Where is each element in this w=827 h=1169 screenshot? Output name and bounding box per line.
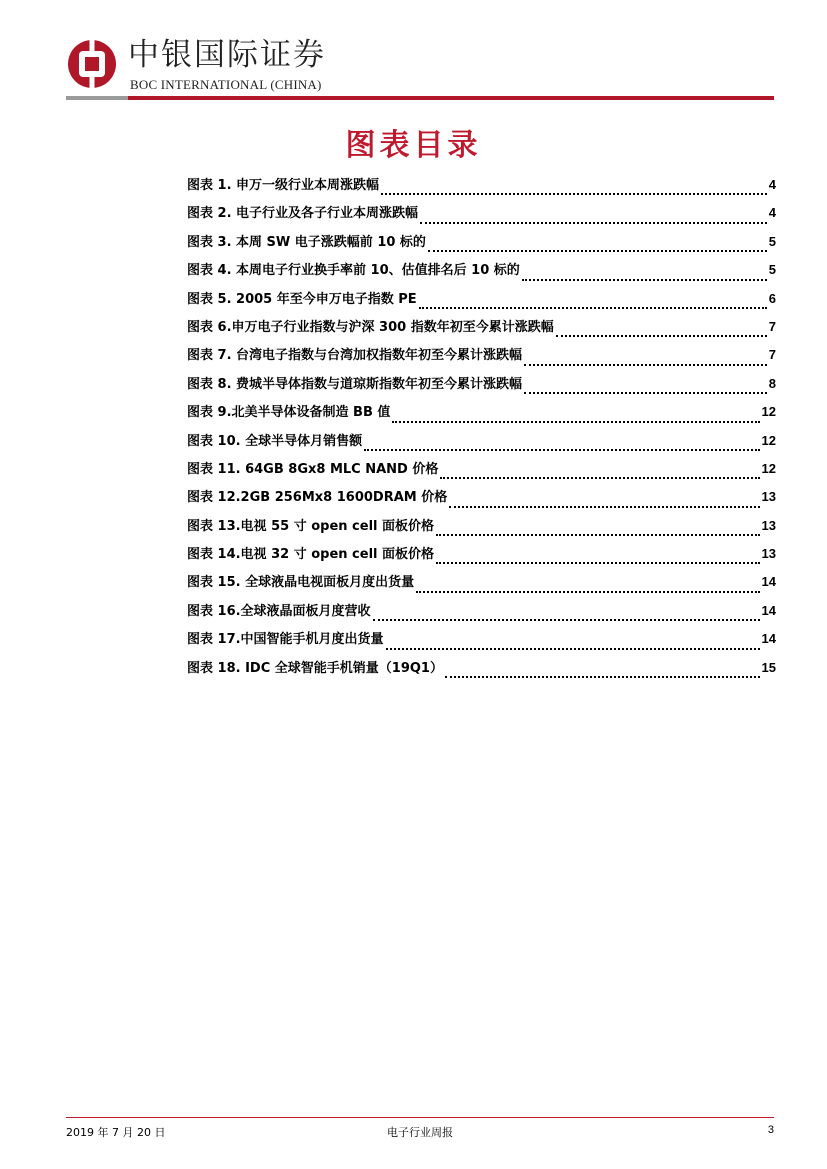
toc-entry[interactable] xyxy=(187,231,776,259)
toc-entry-page[interactable]: 5 xyxy=(768,233,776,249)
toc-entry-page[interactable]: 12 xyxy=(761,404,776,420)
toc-entry-label[interactable]: 图表 7. 台湾电子指数与台湾加权指数年初至今累计涨跌幅 xyxy=(187,348,523,364)
toc-dot-leader xyxy=(419,306,767,309)
toc-entry-page[interactable]: 14 xyxy=(761,602,776,618)
toc-entry[interactable] xyxy=(187,628,776,656)
toc-entry[interactable] xyxy=(187,259,776,287)
toc-entry-label[interactable]: 图表 6.申万电子行业指数与沪深 300 指数年初至今累计涨跌幅 xyxy=(187,319,554,335)
toc-entry[interactable] xyxy=(187,543,776,571)
toc-dot-leader xyxy=(420,221,767,224)
toc-dot-leader xyxy=(524,391,767,394)
toc-entry-page[interactable]: 4 xyxy=(768,205,776,221)
toc-dot-leader xyxy=(556,334,767,337)
toc-entry-page[interactable]: 13 xyxy=(761,546,776,562)
footer-report-name: 电子行业周报 xyxy=(387,1126,453,1139)
toc-entry-label[interactable]: 图表 16.全球液晶面板月度营收 xyxy=(187,603,371,619)
toc-entry[interactable] xyxy=(187,430,776,458)
toc-entry-label[interactable]: 图表 2. 电子行业及各子行业本周涨跌幅 xyxy=(187,206,419,222)
toc-dot-leader xyxy=(445,675,760,678)
toc-entry[interactable] xyxy=(187,373,776,401)
toc-dot-leader xyxy=(381,192,767,195)
toc-dot-leader xyxy=(373,618,760,621)
toc-entry-label[interactable]: 图表 14.电视 32 寸 open cell 面板价格 xyxy=(187,547,435,563)
boc-logo-icon xyxy=(66,38,118,90)
toc-entry[interactable] xyxy=(187,486,776,514)
toc-entry-page[interactable]: 8 xyxy=(768,375,776,391)
toc-list xyxy=(187,174,776,685)
footer-date: 2019 年 7 月 20 日 xyxy=(66,1126,166,1139)
toc-entry[interactable] xyxy=(187,458,776,486)
toc-entry-page[interactable]: 13 xyxy=(761,489,776,505)
toc-entry-label[interactable]: 图表 17.中国智能手机月度出货量 xyxy=(187,632,384,648)
toc-entry-label[interactable]: 图表 18. IDC 全球智能手机销量（19Q1） xyxy=(187,660,443,676)
toc-entry[interactable] xyxy=(187,401,776,429)
toc-dot-leader xyxy=(440,476,759,479)
toc-entry-label[interactable]: 图表 8. 费城半导体指数与道琼斯指数年初至今累计涨跌幅 xyxy=(187,376,523,392)
toc-entry-page[interactable]: 7 xyxy=(768,318,776,334)
page-header xyxy=(66,38,774,104)
toc-entry-label[interactable]: 图表 15. 全球液晶电视面板月度出货量 xyxy=(187,575,415,591)
toc-entry-page[interactable]: 7 xyxy=(768,347,776,363)
toc-entry[interactable] xyxy=(187,344,776,372)
toc-dot-leader xyxy=(436,561,760,564)
toc-dot-leader xyxy=(364,448,759,451)
toc-entry-page[interactable]: 14 xyxy=(761,631,776,647)
footer-rule xyxy=(66,1117,774,1118)
toc-entry-page[interactable]: 14 xyxy=(761,574,776,590)
toc-entry[interactable] xyxy=(187,174,776,202)
footer-page-number: 3 xyxy=(767,1124,774,1136)
toc-entry[interactable] xyxy=(187,202,776,230)
toc-entry[interactable] xyxy=(187,657,776,685)
toc-entry-label[interactable]: 图表 3. 本周 SW 电子涨跌幅前 10 标的 xyxy=(187,234,426,250)
toc-entry-label[interactable]: 图表 12.2GB 256Mx8 1600DRAM 价格 xyxy=(187,490,448,506)
toc-entry[interactable] xyxy=(187,571,776,599)
toc-dot-leader xyxy=(416,590,759,593)
toc-entry-page[interactable]: 6 xyxy=(768,290,776,306)
brand-name-en: BOC INTERNATIONAL (CHINA) xyxy=(130,77,322,92)
toc-dot-leader xyxy=(449,505,759,508)
toc-entry-page[interactable]: 12 xyxy=(761,460,776,476)
toc-entry[interactable] xyxy=(187,288,776,316)
toc-entry-label[interactable]: 图表 11. 64GB 8Gx8 MLC NAND 价格 xyxy=(187,461,439,477)
toc-entry-label[interactable]: 图表 9.北美半导体设备制造 BB 值 xyxy=(187,405,391,421)
toc-entry-label[interactable]: 图表 4. 本周电子行业换手率前 10、估值排名后 10 标的 xyxy=(187,263,520,279)
toc-dot-leader xyxy=(392,420,759,423)
toc-entry-page[interactable]: 15 xyxy=(761,659,776,675)
toc-entry[interactable] xyxy=(187,316,776,344)
toc-entry-page[interactable]: 13 xyxy=(761,517,776,533)
toc-entry[interactable] xyxy=(187,600,776,628)
toc-dot-leader xyxy=(386,647,760,650)
toc-entry-label[interactable]: 图表 1. 申万一级行业本周涨跌幅 xyxy=(187,178,380,193)
toc-entry-label[interactable]: 图表 13.电视 55 寸 open cell 面板价格 xyxy=(187,518,435,534)
toc-title: 图表目录 xyxy=(345,128,482,163)
toc-entry-label[interactable]: 图表 10. 全球半导体月销售额 xyxy=(187,433,363,449)
toc-entry-page[interactable]: 12 xyxy=(761,432,776,448)
toc-dot-leader xyxy=(524,363,767,366)
toc-dot-leader xyxy=(436,533,760,536)
toc-entry-label[interactable]: 图表 5. 2005 年至今申万电子指数 PE xyxy=(187,291,417,307)
toc-dot-leader xyxy=(428,249,767,252)
toc-entry-page[interactable]: 5 xyxy=(768,262,776,278)
header-rule-gray xyxy=(66,96,128,100)
toc-entry[interactable] xyxy=(187,515,776,543)
header-rule-red xyxy=(128,96,774,100)
toc-dot-leader xyxy=(522,278,767,281)
brand-name-cn: 中银国际证券 xyxy=(128,37,326,73)
toc-entry-page[interactable]: 4 xyxy=(768,177,776,192)
